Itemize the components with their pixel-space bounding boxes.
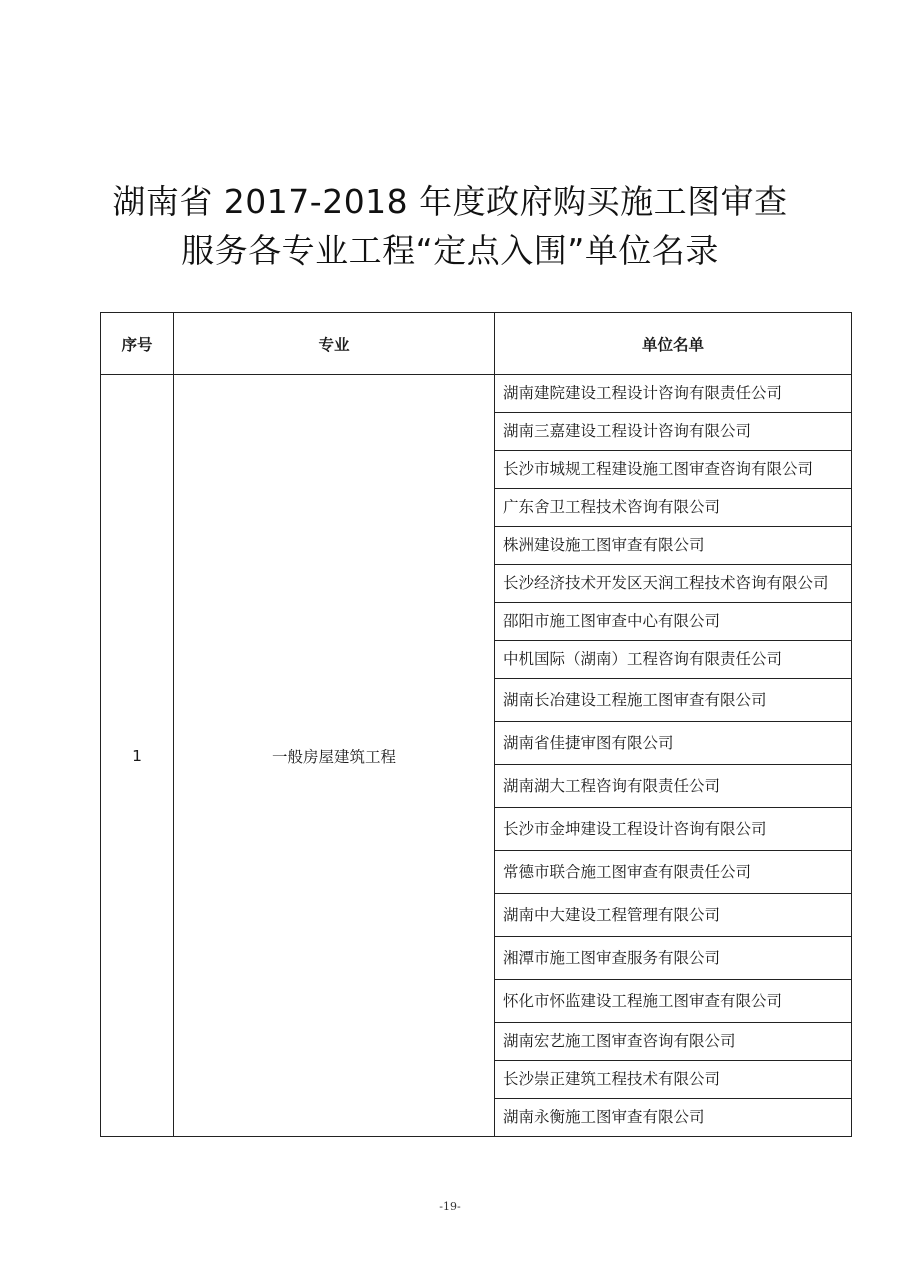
unit-name-cell: 湘潭市施工图审查服务有限公司 bbox=[495, 937, 852, 980]
unit-name-cell: 株洲建设施工图审查有限公司 bbox=[495, 527, 852, 565]
document-title-line-1: 湖南省 2017-2018 年度政府购买施工图审查 bbox=[112, 182, 788, 221]
specialty-cell: 一般房屋建筑工程 bbox=[174, 375, 495, 1137]
row-index: 1 bbox=[101, 375, 174, 1137]
unit-name-cell: 湖南湖大工程咨询有限责任公司 bbox=[495, 765, 852, 808]
header-units: 单位名单 bbox=[495, 313, 852, 375]
unit-name-cell: 邵阳市施工图审查中心有限公司 bbox=[495, 603, 852, 641]
unit-name-cell: 湖南省佳捷审图有限公司 bbox=[495, 722, 852, 765]
unit-name-cell: 湖南中大建设工程管理有限公司 bbox=[495, 894, 852, 937]
table-body bbox=[101, 375, 852, 1137]
unit-name-cell: 怀化市怀监建设工程施工图审查有限公司 bbox=[495, 980, 852, 1023]
unit-name-cell: 常德市联合施工图审查有限责任公司 bbox=[495, 851, 852, 894]
table-row bbox=[101, 375, 852, 413]
header-index: 序号 bbox=[101, 313, 174, 375]
unit-name-cell: 长沙经济技术开发区天润工程技术咨询有限公司 bbox=[495, 565, 852, 603]
document-title-line-2: 服务各专业工程“定点入围”单位名录 bbox=[181, 231, 719, 270]
unit-name-cell: 湖南长冶建设工程施工图审查有限公司 bbox=[495, 679, 852, 722]
table-header-row bbox=[101, 313, 852, 375]
unit-name-cell: 长沙市金坤建设工程设计咨询有限公司 bbox=[495, 808, 852, 851]
unit-roster-table bbox=[100, 312, 852, 1137]
unit-name-cell: 湖南宏艺施工图审查咨询有限公司 bbox=[495, 1023, 852, 1061]
unit-name-cell: 湖南永衡施工图审查有限公司 bbox=[495, 1099, 852, 1137]
unit-name-cell: 湖南建院建设工程设计咨询有限责任公司 bbox=[495, 375, 852, 413]
page-number: -19- bbox=[439, 1200, 461, 1213]
unit-name-cell: 长沙市城规工程建设施工图审查咨询有限公司 bbox=[495, 451, 852, 489]
unit-name-cell: 长沙崇正建筑工程技术有限公司 bbox=[495, 1061, 852, 1099]
unit-name-cell: 湖南三嘉建设工程设计咨询有限公司 bbox=[495, 413, 852, 451]
unit-name-cell: 广东舍卫工程技术咨询有限公司 bbox=[495, 489, 852, 527]
unit-name-cell: 中机国际（湖南）工程咨询有限责任公司 bbox=[495, 641, 852, 679]
header-specialty: 专业 bbox=[174, 313, 495, 375]
